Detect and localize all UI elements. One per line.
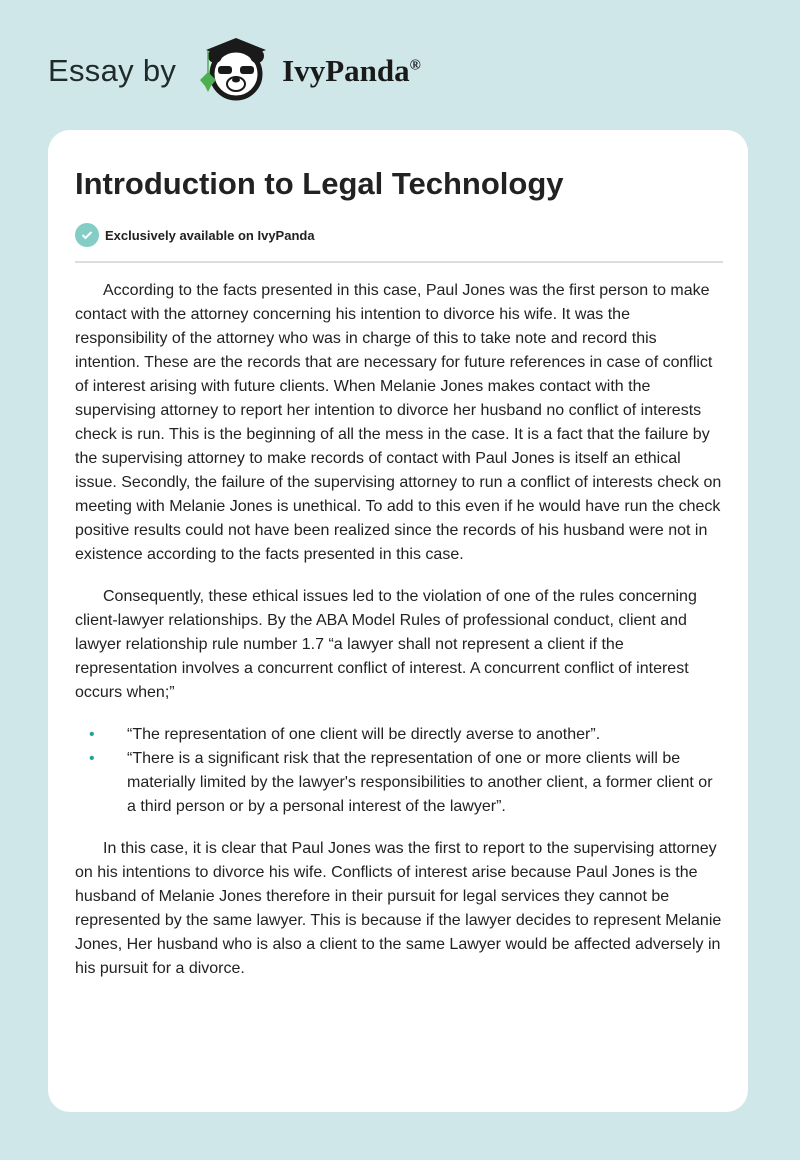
- brand-text: IvyPanda: [282, 53, 410, 88]
- panda-logo-icon[interactable]: [196, 34, 274, 109]
- divider: [75, 261, 723, 263]
- essay-card: [48, 130, 748, 1112]
- essay-by-label: Essay by: [48, 53, 177, 88]
- list-item: • “There is a significant risk that the representation of one or more clients will be materially limited by the lawyer's responsibilities to another client, a former client or a third person or by a personal interest of the lawyer”.: [127, 747, 725, 819]
- page-title: Introduction to Legal Technology: [75, 166, 564, 201]
- exclusive-badge: [75, 223, 315, 247]
- paragraph: According to the facts presented in this case, Paul Jones was the first person to make contact with the attorney concerning his intention to divorce his wife. It was the responsibility of the attorney who was in charge of this to take note and record this intention. These are the records that are necessary for future references in case of conflict of interest arising with future clients. When Melanie Jones makes contact with the supervising attorney to report her intention to divorce her husband no conflict of interests check is run. This is the beginning of all the mess in the case. It is a fact that the failure by the supervising attorney to make records of contact with Paul Jones is itself an ethical issue. Secondly, the failure of the supervising attorney to run a conflict of interests check on meeting with Melanie Jones is unethical. To add to this even if he would have run the check positive results could not have been realized since the records of his husband were not in existence according to the facts presented in this case.: [75, 282, 722, 563]
- site-header: [48, 36, 421, 106]
- list-item: • “The representation of one client will be directly averse to another”.: [127, 723, 725, 747]
- essay-body: [75, 279, 725, 999]
- registered-mark: ®: [409, 57, 421, 74]
- exclusive-label: Exclusively available on IvyPanda: [105, 227, 315, 243]
- bullet-list: [75, 723, 725, 819]
- check-icon: [75, 223, 99, 247]
- brand-name[interactable]: [282, 53, 421, 89]
- paragraph: In this case, it is clear that Paul Jones was the first to report to the supervising attorney on his intentions to divorce his wife. Conflicts of interest arise because Paul Jones is the husband of Melanie Jones therefore in their pursuit for legal services they cannot be represented by the same lawyer. This is because if the lawyer decides to represent Melanie Jones, Her husband who is also a client to the same Lawyer would be affected adversely in his pursuit for a divorce.: [75, 840, 722, 977]
- paragraph: Consequently, these ethical issues led to the violation of one of the rules concerning client-lawyer relationships. By the ABA Model Rules of professional conduct, client and lawyer relationship rule number 1.7 “a lawyer shall not represent a client if the representation involves a concurrent conflict of interest. A concurrent conflict of interest occurs when;”: [75, 588, 697, 701]
